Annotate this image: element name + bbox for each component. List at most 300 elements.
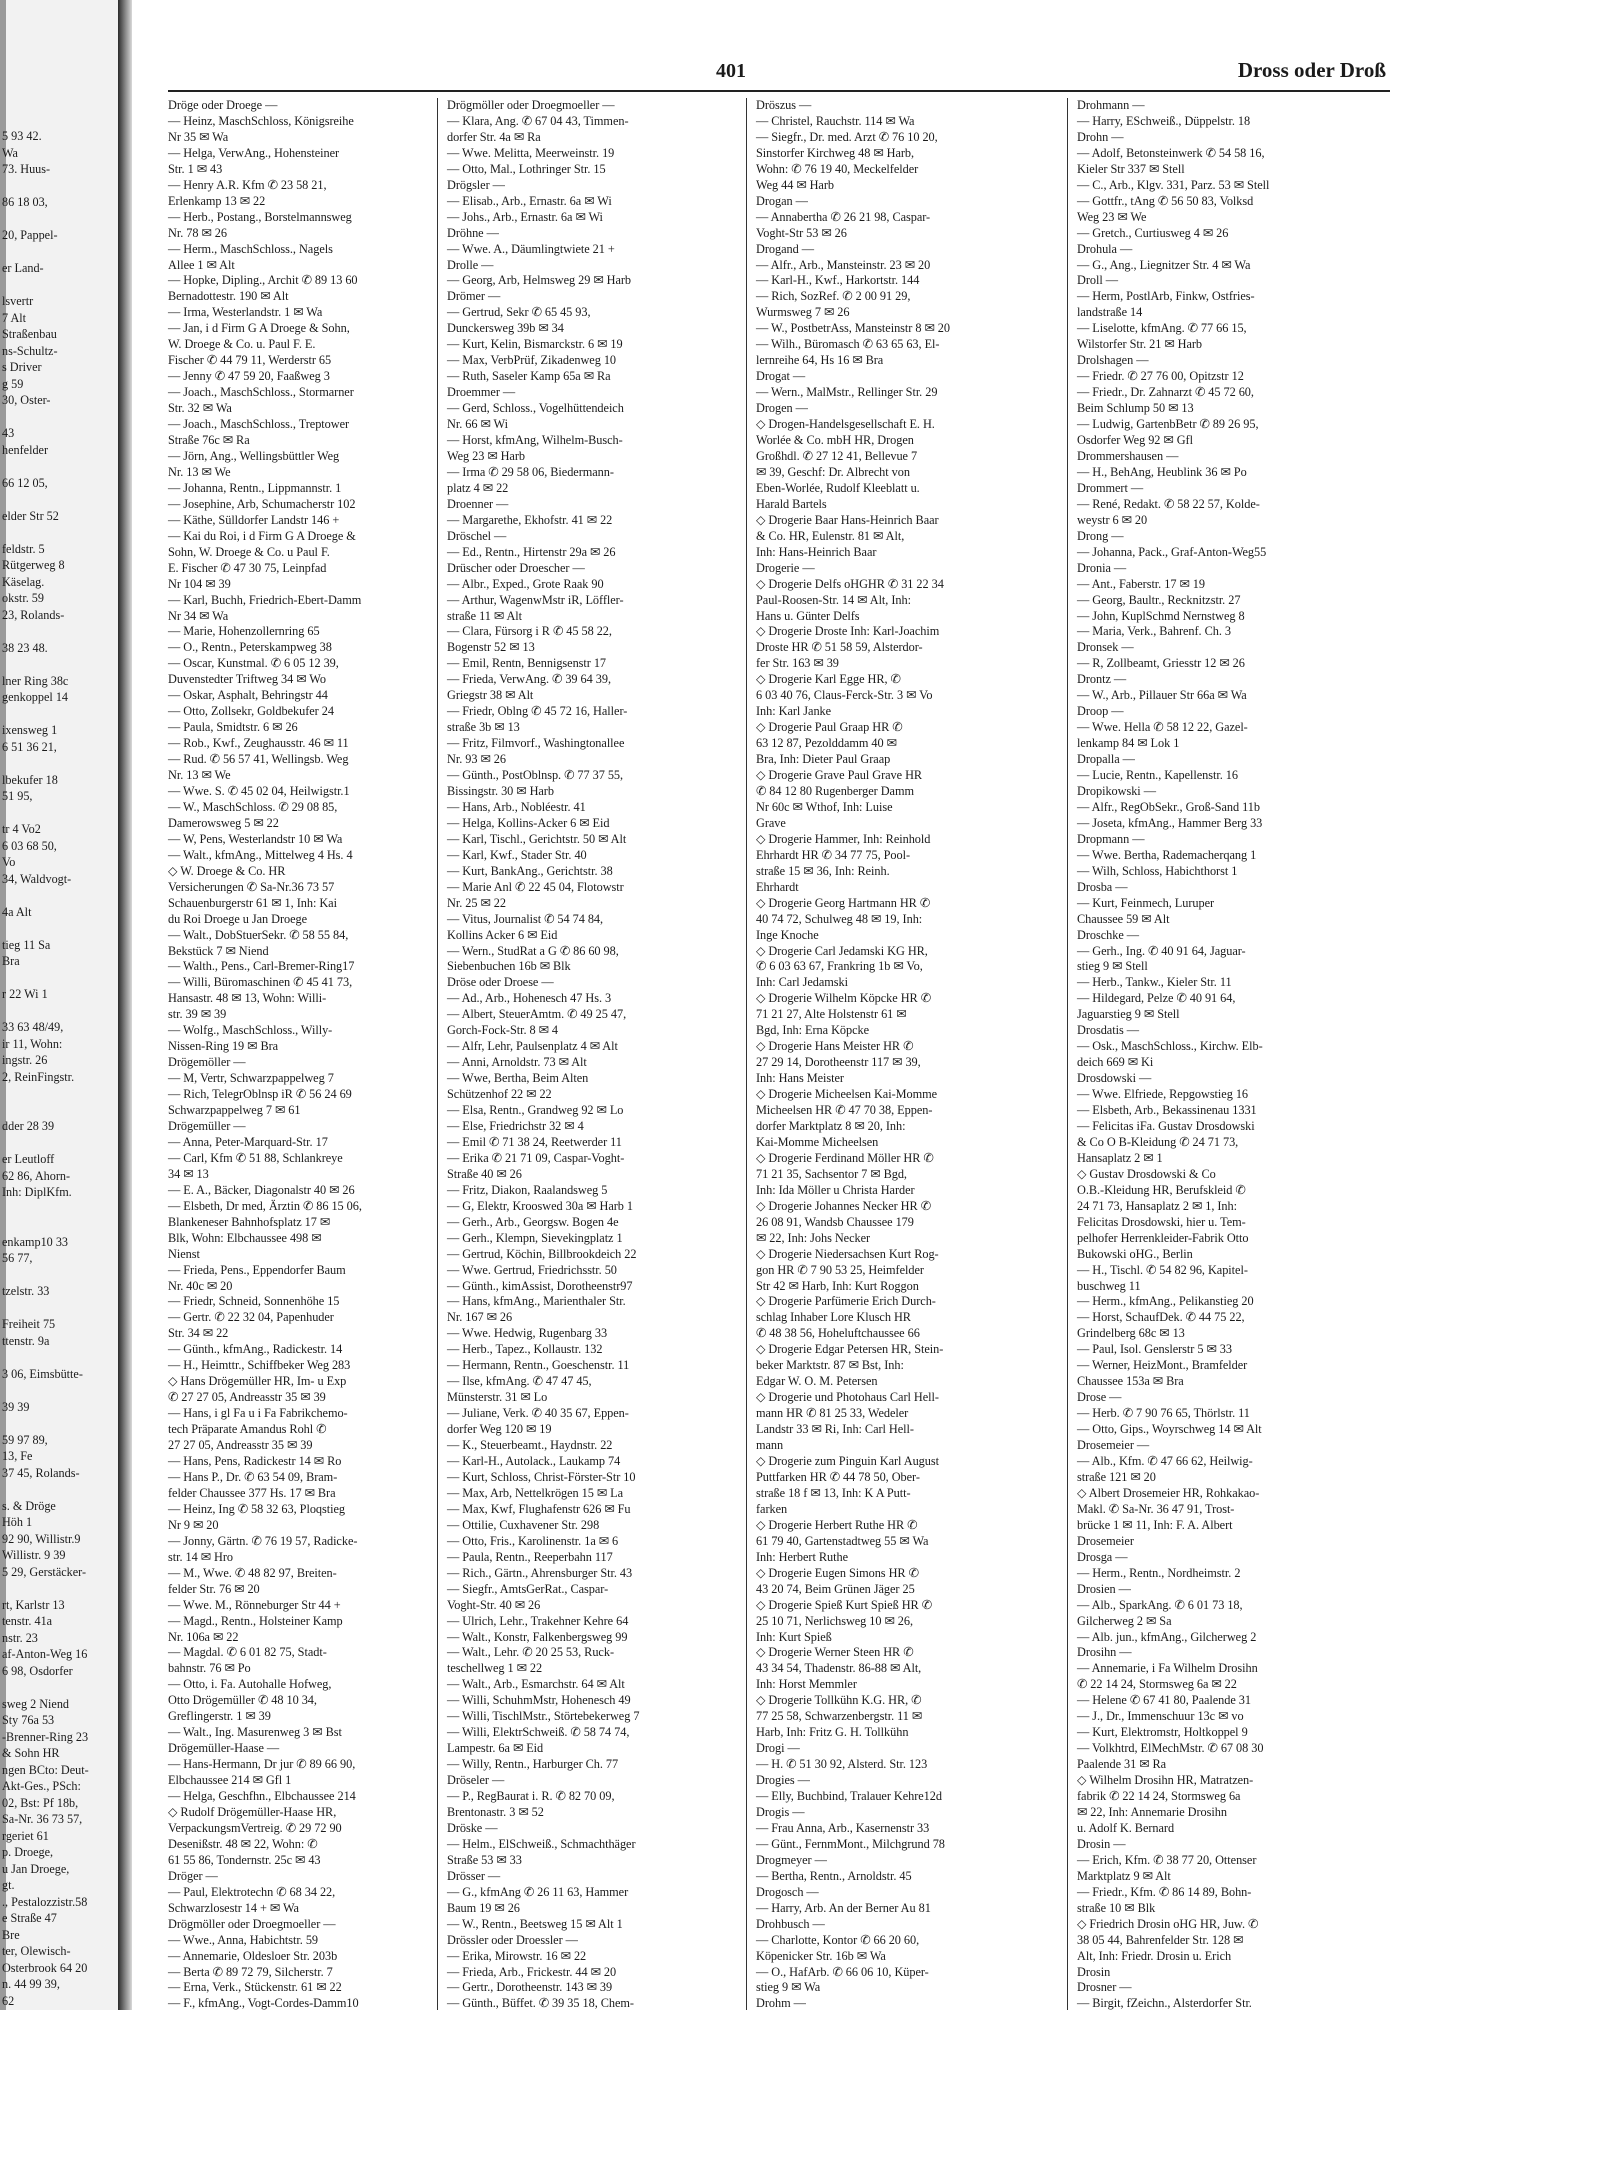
previous-page-line: 62 <box>2 1993 15 2008</box>
directory-entry-line: Inh: Ida Möller u Christa Harder <box>756 1182 915 1197</box>
directory-entry-line: Chaussee 59 ✉ Alt <box>1077 911 1170 926</box>
directory-entry-line: Nr. 167 ✉ 26 <box>447 1310 513 1325</box>
directory-entry-line: — Ruth, Saseler Kamp 65a ✉ Ra <box>447 369 611 384</box>
directory-entry-line: Inh: Carl Jedamski <box>756 975 848 990</box>
directory-entry-line: — Willi, SchuhmMstr, Hohenesch 49 <box>447 1693 631 1708</box>
directory-entry-line: ✆ 48 38 56, Hoheluftchaussee 66 <box>756 1326 920 1341</box>
directory-entry-line: Dröszus — <box>756 98 812 112</box>
directory-entry-line: — Paul, Isol. Genslerstr 5 ✉ 33 <box>1077 1342 1232 1357</box>
directory-entry-line: 27 29 14, Dorotheenstr 117 ✉ 39, <box>756 1055 921 1070</box>
previous-page-line <box>2 805 114 822</box>
previous-page-line: henfelder <box>2 442 49 457</box>
directory-entry-line: — Gretch., Curtiusweg 4 ✉ 26 <box>1077 225 1229 240</box>
directory-entry-line: — Herm., kfmAng., Pelikanstieg 20 <box>1077 1294 1254 1309</box>
directory-entry-line: straße 121 ✉ 20 <box>1077 1469 1156 1484</box>
directory-entry-line: ◇ Hans Drögemüller HR, Im- u Exp <box>168 1374 347 1389</box>
directory-entry-line: — Wwe, Bertha, Beim Alten <box>447 1071 589 1086</box>
directory-entry-line: — Hermann, Rentn., Goeschenstr. 11 <box>447 1358 630 1373</box>
directory-entry-line: — Alb., Kfm. ✆ 47 66 62, Heilwig- <box>1077 1454 1253 1469</box>
directory-entry-line: — Wwe. Gertrud, Friedrichsstr. 50 <box>447 1262 617 1277</box>
directory-entry-line: Bgd, Inh: Erna Köpcke <box>756 1023 870 1038</box>
directory-entry-line: Drohmann — <box>1077 98 1145 112</box>
directory-entry-line: Drogen — <box>756 401 808 416</box>
previous-page-line: ter, Olewisch- <box>2 1944 71 1958</box>
directory-entry-line: — Annemarie, Oldesloer Str. 203b <box>168 1948 338 1963</box>
directory-entry-line: — M., Wwe. ✆ 48 82 97, Breiten- <box>168 1565 337 1580</box>
directory-entry-line: ◇ Drogerie Hans Meister HR ✆ <box>756 1039 914 1054</box>
directory-entry-line: — Oskar, Asphalt, Behringstr 44 <box>168 688 328 703</box>
previous-page-line: Wa <box>2 145 18 160</box>
directory-entry-line: — Otto, i. Fa. Autohalle Hofweg, <box>168 1677 332 1692</box>
directory-entry-line: fer Str. 163 ✉ 39 <box>756 656 839 671</box>
directory-columns <box>168 98 1390 2011</box>
directory-entry-line: Bernadottestr. 190 ✉ Alt <box>168 289 289 304</box>
directory-entry-line: deich 669 ✉ Ki <box>1077 1055 1154 1070</box>
previous-page-line <box>2 277 114 294</box>
directory-entry-line: — Erika, Mirowstr. 16 ✉ 22 <box>447 1948 587 1963</box>
previous-page-line <box>2 524 114 541</box>
previous-page-line: Willistr. 9 39 <box>2 1548 66 1562</box>
directory-entry-line: — Max, Arb, Nettelkrögen 15 ✉ La <box>447 1485 624 1500</box>
directory-entry-line: str. 14 ✉ Hro <box>168 1549 233 1564</box>
directory-entry-line: — Otto, Gips., Woyrschweg 14 ✉ Alt <box>1077 1422 1262 1437</box>
previous-page-line: 5 29, Gerstäcker- <box>2 1564 87 1579</box>
directory-entry-line: Kieler Str 337 ✉ Stell <box>1077 161 1185 176</box>
directory-column-2 <box>447 98 737 2124</box>
directory-entry-line: Makl. ✆ Sa-Nr. 36 47 91, Trost- <box>1077 1501 1235 1516</box>
directory-entry-line: — Kurt, Schloss, Christ-Förster-Str 10 <box>447 1469 636 1484</box>
previous-page-line: s. & Dröge <box>2 1498 56 1513</box>
directory-entry-line: — Elsbeth, Dr med, Ärztin ✆ 86 15 06, <box>168 1198 362 1213</box>
previous-page-line: 37 45, Rolands- <box>2 1465 80 1480</box>
directory-entry-line: — Wern., StudRat a G ✆ 86 60 98, <box>447 943 619 958</box>
directory-entry-line: Droenner — <box>447 496 509 511</box>
directory-entry-line: Inh: Karl Janke <box>756 704 832 719</box>
directory-entry-line: ✉ 22, Inh: Johs Necker <box>756 1230 871 1245</box>
directory-entry-line: weystr 6 ✉ 20 <box>1077 512 1148 527</box>
previous-page-line: 59 97 89, <box>2 1432 48 1447</box>
directory-entry-line: — Charlotte, Kontor ✆ 66 20 60, <box>756 1932 920 1947</box>
directory-entry-line: Drontz — <box>1077 672 1127 687</box>
directory-entry-line: Voght-Str 53 ✉ 26 <box>756 225 847 240</box>
directory-entry-line: — K., Steuerbeamt., Haydnstr. 22 <box>447 1438 613 1453</box>
directory-entry-line: — Wwe. Hedwig, Rugenbarg 33 <box>447 1326 608 1341</box>
previous-page-line: ttenstr. 9a <box>2 1333 50 1348</box>
directory-entry-line: Dropalla — <box>1077 752 1135 767</box>
directory-entry-line: ◇ Drogerie zum Pinguin Karl August <box>756 1454 939 1469</box>
directory-entry-line: Nr 104 ✉ 39 <box>168 576 231 591</box>
directory-entry-line: — Kai du Roi, i d Firm G A Droege & <box>168 528 356 543</box>
previous-page-line: elder Str 52 <box>2 508 59 523</box>
directory-entry-line: — W., PostbetrAss, Mansteinstr 8 ✉ 20 <box>756 321 950 336</box>
directory-entry-line: Nissen-Ring 19 ✉ Bra <box>168 1039 279 1054</box>
directory-entry-line: & Co. HR, Eulenstr. 81 ✉ Alt, <box>756 528 905 543</box>
previous-page-line: 86 18 03, <box>2 195 48 209</box>
directory-entry-line: dorfer Marktplatz 8 ✉ 20, Inh: <box>756 1119 906 1133</box>
directory-entry-line: — Karl-H., Autolack., Laukamp 74 <box>447 1454 621 1469</box>
directory-entry-line: 38 05 44, Bahrenfelder Str. 128 ✉ <box>1077 1932 1244 1947</box>
directory-entry-line: Drohbusch — <box>756 1916 825 1931</box>
previous-page-edge <box>0 0 128 2010</box>
directory-entry-line: — Anni, Arnoldstr. 73 ✉ Alt <box>447 1055 587 1070</box>
directory-entry-line: — Walth., Pens., Carl-Bremer-Ring17 <box>168 959 355 974</box>
directory-entry-line: — Herm, PostlArb, Finkw, Ostfries- <box>1077 289 1255 304</box>
previous-page-line: ixensweg 1 <box>2 723 58 737</box>
directory-entry-line: 61 79 40, Gartenstadtweg 55 ✉ Wa <box>756 1533 929 1548</box>
running-head: Dross oder Droß <box>1237 58 1386 82</box>
directory-entry-line: — Friedr., Dr. Zahnarzt ✆ 45 72 60, <box>1077 385 1254 400</box>
directory-entry-line: — Volkhtrd, ElMechMstr. ✆ 67 08 30 <box>1077 1741 1264 1756</box>
previous-page-line: 20, Pappel- <box>2 228 58 242</box>
directory-entry-line: — René, Redakt. ✆ 58 22 57, Kolde- <box>1077 496 1260 511</box>
directory-entry-line: ✉ 22, Inh: Annemarie Drosihn <box>1077 1804 1227 1819</box>
directory-entry-line: Drogan — <box>756 193 808 208</box>
directory-entry-line: — Joach., MaschSchloss., Treptower <box>168 417 350 432</box>
previous-page-line: nstr. 23 <box>2 1630 38 1645</box>
directory-entry-line: Greflingerstr. 1 ✉ 39 <box>168 1709 271 1724</box>
previous-page-line <box>2 244 114 261</box>
previous-page-line <box>2 1481 114 1498</box>
directory-entry-line: — Elisab., Arb., Ernastr. 6a ✉ Wi <box>447 193 612 208</box>
previous-page-line <box>2 409 114 426</box>
directory-entry-line: — Erna, Verk., Stückenstr. 61 ✉ 22 <box>168 1980 342 1995</box>
directory-entry-line: — Ed., Rentn., Hirtenstr 29a ✉ 26 <box>447 544 616 559</box>
previous-page-line <box>2 706 114 723</box>
previous-page-line: genkoppel 14 <box>2 690 69 704</box>
directory-entry-line: — Otto, Fris., Karolinenstr. 1a ✉ 6 <box>447 1533 619 1548</box>
previous-page-line: ingstr. 26 <box>2 1053 48 1067</box>
directory-entry-line: Drogies — <box>756 1773 810 1788</box>
directory-entry-line: straße 18 f ✉ 13, Inh: K A Putt- <box>756 1485 911 1500</box>
directory-entry-line: ◇ Drogerie Parfümerie Erich Durch- <box>756 1294 936 1309</box>
previous-page-line: Akt-Ges., PSch: <box>2 1779 81 1793</box>
directory-entry-line: — Horst, SchaufDek. ✆ 44 75 22, <box>1077 1310 1245 1325</box>
directory-entry-line: Blankeneser Bahnhofsplatz 17 ✉ <box>168 1214 331 1229</box>
directory-entry-line: buschweg 11 <box>1077 1278 1141 1293</box>
previous-page-line: Bre <box>2 1927 20 1942</box>
directory-entry-line: — Gertrud, Köchin, Billbrookdeich 22 <box>447 1246 637 1261</box>
previous-page-line: 51 95, <box>2 789 33 803</box>
directory-entry-line: — Magdal. ✆ 6 01 82 75, Stadt- <box>168 1645 327 1660</box>
directory-entry-line: Drögemöller — <box>168 1055 246 1070</box>
directory-entry-line: — Felicitas iFa. Gustav Drosdowski <box>1077 1119 1255 1133</box>
directory-entry-line: — Christel, Rauchstr. 114 ✉ Wa <box>756 113 915 128</box>
previous-page-text-fragments <box>2 128 114 2075</box>
directory-entry-line: Drose — <box>1077 1390 1122 1405</box>
directory-entry-line: Drogand — <box>756 241 814 256</box>
directory-entry-line: landstraße 14 <box>1077 305 1143 320</box>
previous-page-line: tzelstr. 33 <box>2 1284 50 1298</box>
directory-entry-line: — W, Pens, Westerlandstr 10 ✉ Wa <box>168 831 343 846</box>
directory-entry-line: — Frieda, VerwAng. ✆ 39 64 39, <box>447 672 611 687</box>
directory-entry-line: Drogerie — <box>756 560 815 575</box>
previous-page-line: Käselag. <box>2 574 45 589</box>
directory-entry-line: felder Str. 76 ✉ 20 <box>168 1581 260 1596</box>
directory-entry-line: — Albert, SteuerAmtm. ✆ 49 25 47, <box>447 1007 627 1022</box>
directory-entry-line: — Johanna, Pack., Graf-Anton-Weg55 <box>1077 544 1267 559</box>
directory-entry-line: — Rich, TelegrOblnsp iR ✆ 56 24 69 <box>168 1087 352 1102</box>
directory-entry-line: Nr 35 ✉ Wa <box>168 129 229 144</box>
previous-page-line: enkamp10 33 <box>2 1234 69 1249</box>
previous-page-line: okstr. 59 <box>2 591 44 605</box>
directory-entry-line: Droste HR ✆ 51 58 59, Alsterdor- <box>756 640 923 655</box>
directory-entry-line: Drosihn — <box>1077 1645 1132 1660</box>
directory-entry-line: — Rud. ✆ 56 57 41, Wellingsb. Weg <box>168 752 349 767</box>
directory-entry-line: — Bertha, Rentn., Arnoldstr. 45 <box>756 1868 912 1883</box>
previous-page-line: 39 39 <box>2 1399 30 1414</box>
directory-entry-line: mann <box>756 1438 784 1453</box>
directory-entry-line: Versicherungen ✆ Sa-Nr.36 73 57 <box>168 879 335 894</box>
directory-column-3 <box>756 98 1058 2124</box>
directory-entry-line: — Jörn, Ang., Wellingsbüttler Weg <box>168 448 340 463</box>
directory-entry-line: Eben-Worlée, Rudolf Kleeblatt u. <box>756 480 920 495</box>
directory-entry-line: Weg 44 ✉ Harb <box>756 177 834 192</box>
previous-page-line <box>2 1679 114 1696</box>
directory-entry-line: Paalende 31 ✉ Ra <box>1077 1757 1167 1772</box>
directory-entry-line: — Alfr, Lehr, Paulsenplatz 4 ✉ Alt <box>447 1039 618 1054</box>
directory-entry-line: 6 03 40 76, Claus-Ferck-Str. 3 ✉ Vo <box>756 688 933 703</box>
directory-entry-line: farken <box>756 1501 788 1516</box>
previous-page-line: 13, Fe <box>2 1449 33 1463</box>
previous-page-line <box>2 920 114 937</box>
directory-entry-line: — Wern., MalMstr., Rellinger Str. 29 <box>756 385 938 400</box>
directory-entry-line: — Margarethe, Ekhofstr. 41 ✉ 22 <box>447 512 613 527</box>
directory-entry-line: Droemmer — <box>447 385 516 400</box>
directory-entry-line: ◇ Drogen-Handelsgesellschaft E. H. <box>756 417 935 432</box>
directory-entry-line: 25 10 71, Nerlichsweg 10 ✉ 26, <box>756 1613 914 1628</box>
directory-entry-line: — Jonny, Gärtn. ✆ 76 19 57, Radicke- <box>168 1533 358 1548</box>
directory-entry-line: — Wwe. Elfriede, Repgowstieg 16 <box>1077 1087 1249 1102</box>
directory-entry-line: — R, Zollbeamt, Griesstr 12 ✉ 26 <box>1077 656 1245 671</box>
previous-page-line: Osterbrook 64 20 <box>2 1960 88 1975</box>
directory-entry-line: — Arthur, WagenwMstr iR, Löffler- <box>447 592 624 607</box>
directory-entry-line: Inh: Hans-Heinrich Baar <box>756 544 877 559</box>
directory-entry-line: Drögsler — <box>447 177 505 192</box>
directory-entry-line: Elbchaussee 214 ✉ Gfl 1 <box>168 1773 292 1788</box>
directory-entry-line: Erlenkamp 13 ✉ 22 <box>168 193 266 208</box>
directory-entry-line: ✆ 27 27 05, Andreasstr 35 ✉ 39 <box>168 1390 326 1405</box>
previous-page-line: 23, Rolands- <box>2 607 65 622</box>
directory-entry-line: Str 42 ✉ Harb, Inh: Kurt Roggon <box>756 1278 919 1293</box>
directory-entry-line: beker Marktstr. 87 ✉ Bst, Inh: <box>756 1358 904 1373</box>
directory-entry-line: Bissingstr. 30 ✉ Harb <box>447 783 554 798</box>
directory-entry-line: Harald Bartels <box>756 496 827 511</box>
directory-entry-line: 71 21 35, Sachsentor 7 ✉ Bgd, <box>756 1166 907 1181</box>
directory-entry-line: Ehrhardt HR ✆ 34 77 75, Pool- <box>756 847 911 862</box>
directory-entry-line: — Wwe. Hella ✆ 58 12 22, Gazel- <box>1077 720 1248 735</box>
directory-entry-line: Nr. 40c ✉ 20 <box>168 1278 233 1293</box>
directory-entry-line: — Siegfr., AmtsGerRat., Caspar- <box>447 1581 609 1596</box>
previous-page-line: Rütgerweg 8 <box>2 558 65 572</box>
page-number: 401 <box>716 60 746 82</box>
directory-entry-line: Hansastr. 48 ✉ 13, Wohn: Willi- <box>168 991 327 1006</box>
directory-entry-line: — Gottfr., tAng ✆ 56 50 83, Volksd <box>1077 193 1254 208</box>
directory-entry-line: Nr. 25 ✉ 22 <box>447 895 506 910</box>
previous-page-line: 6 98, Osdorfer <box>2 1663 73 1678</box>
directory-entry-line: — Otto, Mal., Lothringer Str. 15 <box>447 161 606 176</box>
directory-entry-line: Kollins Acker 6 ✉ Eid <box>447 927 558 942</box>
directory-entry-line: Drögmöller oder Droegmoeller — <box>168 1916 336 1931</box>
directory-entry-line: — Ottilie, Cuxhavener Str. 298 <box>447 1517 600 1532</box>
directory-entry-line: — Joseta, kfmAng., Hammer Berg 33 <box>1077 815 1263 830</box>
directory-entry-line: Dröske — <box>447 1820 498 1835</box>
directory-entry-line: dorfer Str. 4a ✉ Ra <box>447 129 541 144</box>
directory-entry-line: Drosga — <box>1077 1549 1128 1564</box>
directory-entry-line: 77 25 58, Schwarzenbergstr. 11 ✉ <box>756 1709 923 1724</box>
directory-entry-line: Inh: Hans Meister <box>756 1071 844 1086</box>
directory-entry-line: — H. ✆ 51 30 92, Alsterd. Str. 123 <box>756 1757 928 1772</box>
previous-page-line <box>2 1102 114 1119</box>
directory-entry-line: ◇ Drogerie Spieß Kurt Spieß HR ✆ <box>756 1597 932 1612</box>
previous-page-line <box>2 970 114 987</box>
directory-entry-line: ◇ Drogerie Ferdinand Möller HR ✆ <box>756 1150 934 1165</box>
directory-entry-line: — W., Rentn., Beetsweg 15 ✉ Alt 1 <box>447 1916 623 1931</box>
directory-entry-line: Bekstück 7 ✉ Niend <box>168 943 269 958</box>
directory-entry-line: Drosin <box>1077 1964 1111 1979</box>
previous-page-line: tenstr. 41a <box>2 1614 53 1628</box>
directory-entry-line: — Wwe. A., Däumlingtwiete 21 + <box>447 241 615 256</box>
directory-entry-line: Dronia — <box>1077 560 1127 575</box>
previous-page-line: 56 77, <box>2 1251 33 1265</box>
directory-entry-line: Drogi — <box>756 1741 800 1756</box>
previous-page-line: ngen BCto: Deut- <box>2 1762 89 1777</box>
directory-entry-line: — Günth., Büffet. ✆ 39 35 18, Chem- <box>447 1996 634 2011</box>
directory-entry-line: — Wwe. S. ✆ 45 02 04, Heilwigstr.1 <box>168 783 350 798</box>
directory-entry-line: Wilstorfer Str. 21 ✉ Harb <box>1077 337 1203 352</box>
directory-entry-line: ◇ Drogerie Carl Jedamski KG HR, <box>756 943 928 958</box>
directory-entry-line: Duvenstedter Triftweg 34 ✉ Wo <box>168 672 326 687</box>
directory-entry-line: gon HR ✆ 7 90 53 25, Heimfelder <box>756 1262 924 1277</box>
directory-entry-line: — P., RegBaurat i. R. ✆ 82 70 09, <box>447 1789 615 1804</box>
directory-entry-line: — H., BehAng, Heublink 36 ✉ Po <box>1077 464 1247 479</box>
directory-entry-line: — Herb., Tankw., Kieler Str. 11 <box>1077 975 1232 990</box>
directory-entry-line: — Osk., MaschSchloss., Kirchw. Elb- <box>1077 1039 1263 1054</box>
directory-entry-line: Drong — <box>1077 528 1124 543</box>
directory-entry-line: — Joach., MaschSchloss., Stormarner <box>168 385 354 400</box>
directory-entry-line: — Gertrud, Sekr ✆ 65 45 93, <box>447 305 591 320</box>
directory-entry-line: — Georg, Baultr., Recknitzstr. 27 <box>1077 592 1241 607</box>
previous-page-line: dder 28 39 <box>2 1119 55 1133</box>
previous-page-line: & Sohn HR <box>2 1746 60 1760</box>
directory-entry-line: — Rich, SozRef. ✆ 2 00 91 29, <box>756 289 911 304</box>
directory-entry-line: ✆ 84 12 80 Rugenberger Damm <box>756 783 914 798</box>
previous-page-line <box>2 656 114 673</box>
directory-entry-line: 61 55 86, Tondernstr. 25c ✉ 43 <box>168 1852 321 1867</box>
previous-page-line: 7 Alt <box>2 310 27 325</box>
previous-page-line: 02, Bst: Pf 18b, <box>2 1795 79 1810</box>
directory-entry-line: — Karl, Kwf., Stader Str. 40 <box>447 847 587 862</box>
directory-entry-line: Drosdowski — <box>1077 1071 1152 1086</box>
previous-page-line: 6 51 36 21, <box>2 739 57 754</box>
directory-entry-line: — Elly, Buchbind, Tralauer Kehre12d <box>756 1789 942 1804</box>
previous-page-line: 43 <box>2 426 15 440</box>
directory-entry-line: tech Präparate Amandus Rohl ✆ <box>168 1422 327 1437</box>
directory-entry-line: — Liselotte, kfmAng. ✆ 77 66 15, <box>1077 321 1247 336</box>
directory-entry-line: ◇ Drogerie Herbert Ruthe HR ✆ <box>756 1517 918 1532</box>
directory-entry-line: Nr. 106a ✉ 22 <box>168 1629 239 1644</box>
directory-entry-line: — Carl, Kfm ✆ 51 88, Schlankreye <box>168 1150 343 1165</box>
directory-entry-line: ◇ Drogerie Baar Hans-Heinrich Baar <box>756 512 939 527</box>
previous-page-line: 30, Oster- <box>2 393 51 407</box>
directory-entry-line: Nr 34 ✉ Wa <box>168 608 229 623</box>
directory-entry-line: 26 08 91, Wandsb Chaussee 179 <box>756 1214 914 1229</box>
directory-entry-line: — Josephine, Arb, Schumacherstr 102 <box>168 496 356 511</box>
directory-entry-line: — Harry, Arb. An der Berner Au 81 <box>756 1900 931 1915</box>
directory-entry-line: — Gertr., Dorotheenstr. 143 ✉ 39 <box>447 1980 613 1995</box>
previous-page-line: 6 03 68 50, <box>2 838 57 853</box>
page-bottom-margin <box>0 2010 1420 2177</box>
directory-entry-line: — Herb., Tapez., Kollaustr. 132 <box>447 1342 603 1357</box>
directory-entry-line: felder Chaussee 377 Hs. 17 ✉ Bra <box>168 1485 336 1500</box>
directory-entry-line: 71 21 27, Alte Holstenstr 61 ✉ <box>756 1007 907 1022</box>
directory-entry-line: schlag Inhaber Lore Klusch HR <box>756 1310 911 1325</box>
directory-entry-line: Drömer — <box>447 289 501 304</box>
directory-entry-line: — Albr., Exped., Grote Raak 90 <box>447 576 604 591</box>
directory-entry-line: — Herb. ✆ 7 90 76 65, Thörlstr. 11 <box>1077 1406 1250 1421</box>
directory-entry-line: Brentonastr. 3 ✉ 52 <box>447 1804 544 1819</box>
directory-entry-line: Marktplatz 9 ✉ Alt <box>1077 1868 1171 1883</box>
directory-entry-line: — Georg, Arb, Helmsweg 29 ✉ Harb <box>447 273 632 288</box>
directory-entry-line: Drösser — <box>447 1868 501 1883</box>
directory-entry-line: Drohn — <box>1077 129 1124 144</box>
previous-page-line: ., Pestalozzistr.58 <box>2 1894 88 1909</box>
directory-entry-line: ◇ Wilhelm Drosihn HR, Matratzen- <box>1077 1773 1254 1788</box>
previous-page-line <box>2 1217 114 1234</box>
directory-entry-line: — Ulrich, Lehr., Trakehner Kehre 64 <box>447 1613 629 1628</box>
directory-entry-line: straße 10 ✉ Blk <box>1077 1900 1156 1915</box>
directory-entry-line: — Hildegard, Pelze ✆ 40 91 64, <box>1077 991 1236 1006</box>
previous-page-line: rt, Karlstr 13 <box>2 1597 65 1612</box>
directory-entry-line: — Gerd, Schloss., Vogelhüttendeich <box>447 401 624 416</box>
directory-entry-line: Münsterstr. 31 ✉ Lo <box>447 1390 548 1405</box>
directory-entry-line: Drosdatis — <box>1077 1023 1139 1038</box>
directory-entry-line: — Alb. jun., kfmAng., Gilcherweg 2 <box>1077 1629 1257 1644</box>
directory-entry-line: — Günt., FernmMont., Milchgrund 78 <box>756 1836 945 1851</box>
directory-entry-line: Dröger — <box>168 1868 218 1883</box>
directory-entry-line: Drohula — <box>1077 241 1133 256</box>
directory-entry-line: ◇ Drogerie Micheelsen Kai-Momme <box>756 1087 938 1102</box>
directory-entry-line: — Hans, i gl Fa u i Fa Fabrikchemo- <box>168 1406 348 1421</box>
directory-entry-line: Beim Schlump 50 ✉ 13 <box>1077 401 1194 416</box>
directory-entry-line: — Ad., Arb., Hohenesch 47 Hs. 3 <box>447 991 612 1006</box>
directory-entry-line: — Herb., Postang., Borstelmannsweg <box>168 209 352 224</box>
directory-entry-line: — Alb., SparkAng. ✆ 6 01 73 18, <box>1077 1597 1243 1612</box>
directory-entry-line: Nr. 13 ✉ We <box>168 768 231 783</box>
directory-entry-line: Drolshagen — <box>1077 353 1149 368</box>
directory-entry-line: — Elsbeth, Arb., Bekassinenau 1331 <box>1077 1103 1257 1118</box>
previous-page-line <box>2 887 114 904</box>
directory-entry-line: — Erich, Kfm. ✆ 38 77 20, Ottenser <box>1077 1852 1257 1867</box>
directory-entry-line: — Willi, ElektrSchweiß. ✆ 58 74 74, <box>447 1725 630 1740</box>
directory-entry-line: — John, KuplSchmd Nernstweg 8 <box>1077 608 1245 623</box>
directory-entry-line: — Karl, Tischl., Gerichtstr. 50 ✉ Alt <box>447 831 627 846</box>
directory-entry-line: — Helga, Kollins-Acker 6 ✉ Eid <box>447 815 610 830</box>
directory-entry-line: — Emil, Rentn, Bennigsenstr 17 <box>447 656 607 671</box>
directory-entry-line: ◇ Drogerie Eugen Simons HR ✆ <box>756 1565 919 1580</box>
directory-entry-line: 34 ✉ 13 <box>168 1166 209 1181</box>
directory-entry-line: — Paula, Smidtstr. 6 ✉ 26 <box>168 720 298 735</box>
directory-entry-line: — Henry A.R. Kfm ✆ 23 58 21, <box>168 177 327 192</box>
previous-page-line <box>2 178 114 195</box>
directory-entry-line: pelhofer Herrenkleider-Fabrik Otto <box>1077 1230 1249 1245</box>
previous-page-line <box>2 458 114 475</box>
previous-page-line: -Brenner-Ring 23 <box>2 1729 89 1744</box>
directory-entry-line: Drogmeyer — <box>756 1852 827 1867</box>
directory-entry-line: dorfer Weg 120 ✉ 19 <box>447 1422 552 1437</box>
directory-entry-line: Drosien — <box>1077 1581 1131 1596</box>
directory-entry-line: — Alfr., RegObSekr., Groß-Sand 11b <box>1077 799 1260 814</box>
directory-entry-line: mann HR ✆ 81 25 33, Wedeler <box>756 1406 909 1421</box>
